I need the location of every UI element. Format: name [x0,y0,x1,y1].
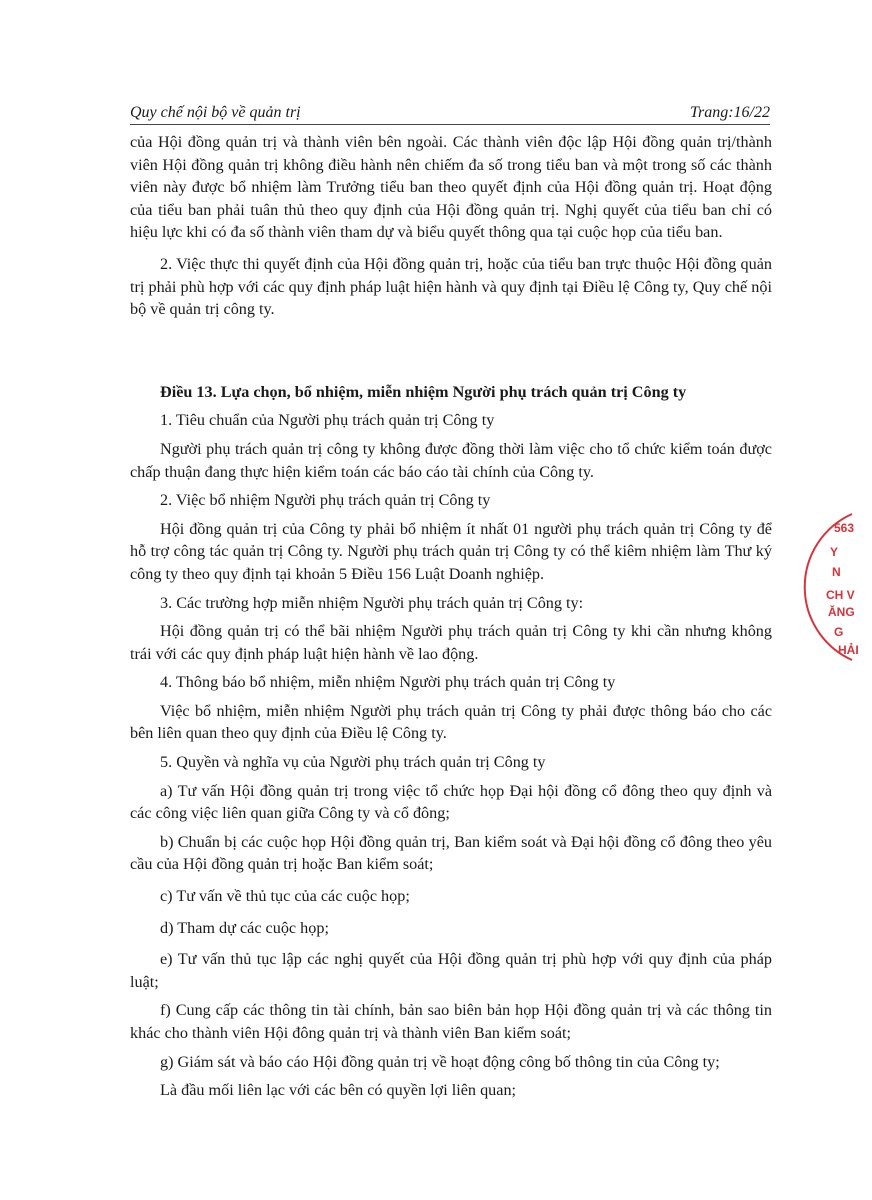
stamp-text-fragment: CH V [826,588,855,602]
header-title: Quy chế nội bộ về quản trị [130,104,301,121]
list-item-a: a) Tư vấn Hội đồng quản trị trong việc tổ chức họp Đại hội đồng cổ đông theo quy định và các công việc liên quan giữa Công ty và cổ đông; [130,781,772,823]
stamp-text-fragment: Y [830,545,839,559]
paragraph-continued: của Hội đồng quản trị và thành viên bên ngoài. Các thành viên độc lập Hội đồng quản trị/thành viên Hội đồng quản trị không điều hành nên chiếm đa số trong tiểu ban và một trong số các thành viên này được bổ nhiệm làm Trưởng tiểu ban theo quyết định của Hội đồng quản trị. Hoạt động của tiểu ban phải tuân thủ theo quy định của Hội đồng quản trị. Nghị quyết của tiểu ban chỉ có hiệu lực khi có đa số thành viên tham dự và biểu quyết thông qua tại cuộc họp của tiểu ban. [130,133,772,242]
stamp-text-fragment: ĂNG [828,605,855,619]
list-item-d: d) Tham dự các cuộc họp; [160,918,329,937]
section-1-text: Người phụ trách quản trị công ty không được đồng thời làm việc cho tổ chức kiểm toán được chấp thuận đang thực hiện kiểm toán các báo cáo tài chính của Công ty. [130,439,772,481]
stamp-text-fragment: HẢI [838,643,859,657]
list-item-last: Là đầu mối liên lạc với các bên có quyền lợi liên quan; [160,1081,517,1100]
list-item-c: c) Tư vấn về thủ tục của các cuộc họp; [160,887,410,906]
list-item-f: f) Cung cấp các thông tin tài chính, bản sao biên bản họp Hội đồng quản trị và các thông tin khác cho thành viên Hội đông quản trị và thành viên Ban kiểm soát; [130,1001,772,1042]
document-body [130,131,772,1102]
section-4-title: 4. Thông báo bổ nhiệm, miễn nhiệm Người phụ trách quản trị Công ty [160,673,616,692]
section-2-text: Hội đồng quản trị của Công ty phải bổ nhiệm ít nhất 01 người phụ trách quản trị Công ty để hỗ trợ công tác quản trị Công ty. Người phụ trách quản trị Công ty có thể kiêm nhiệm làm Thư ký công ty theo quy định tại khoản 5 Điều 156 Luật Doanh nghiệp. [130,519,772,583]
company-seal-stamp [812,512,872,662]
page-number: Trang:16/22 [689,104,770,121]
stamp-text-fragment: N [832,565,841,579]
section-5-title: 5. Quyền và nghĩa vụ của Người phụ trách quản trị Công ty [160,753,546,772]
section-3-text: Hội đồng quản trị có thể bãi nhiệm Người phụ trách quản trị Công ty khi cần nhưng không trái với các quy định pháp luật hiện hành về lao động. [130,622,772,663]
section-1-title: 1. Tiêu chuẩn của Người phụ trách quản trị Công ty [160,411,495,430]
article-13-heading: Điều 13. Lựa chọn, bổ nhiệm, miễn nhiệm Người phụ trách quản trị Công ty [160,382,687,401]
section-4-text: Việc bổ nhiệm, miễn nhiệm Người phụ trách quản trị Công ty phải được thông báo cho các bên liên quan theo quy định của Điều lệ Công ty. [130,701,772,743]
page-header [130,104,770,125]
section-2-title: 2. Việc bổ nhiệm Người phụ trách quản trị Công ty [160,491,491,510]
section-3-title: 3. Các trường hợp miễn nhiệm Người phụ trách quản trị Công ty: [160,593,584,612]
list-item-b: b) Chuẩn bị các cuộc họp Hội đồng quản trị, Ban kiểm soát và Đại hội đồng cổ đông theo yêu cầu của Hội đồng quản trị hoặc Ban kiểm soát; [130,832,772,874]
stamp-text-fragment: 563 [834,521,855,535]
paragraph-2: 2. Việc thực thi quyết định của Hội đồng quản trị, hoặc của tiểu ban trực thuộc Hội đồng quản trị phải phù hợp với các quy định pháp luật hiện hành và quy định tại Điều lệ Công ty, Quy chế nội bộ về quản trị công ty. [130,254,772,319]
list-item-g: g) Giám sát và báo cáo Hội đồng quản trị về hoạt động công bố thông tin của Công ty; [160,1052,720,1071]
list-item-e: e) Tư vấn thủ tục lập các nghị quyết của Hội đồng quản trị phù hợp với quy định của pháp luật; [130,950,772,991]
stamp-text-fragment: G [834,625,844,639]
